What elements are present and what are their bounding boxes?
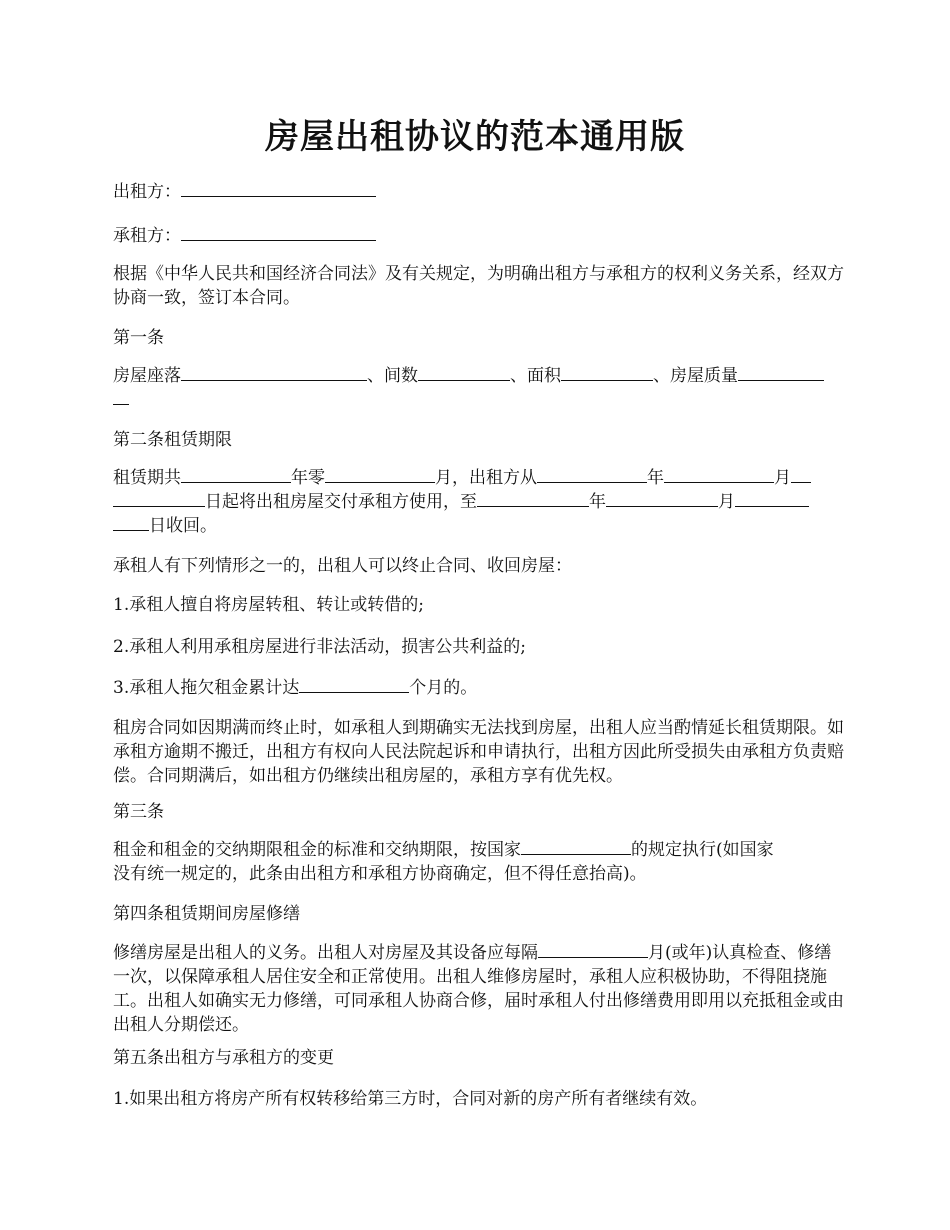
- lessee-line: [113, 224, 848, 248]
- term-text-5: 月: [774, 468, 791, 488]
- rent-standard-blank: [521, 838, 631, 855]
- term-years-blank: [181, 466, 291, 483]
- article1-quality-label: 、房屋质量: [653, 366, 738, 386]
- house-location-blank: [181, 364, 367, 381]
- arrears-months-blank: [299, 676, 409, 693]
- article1-paragraph: [113, 364, 848, 412]
- end-month-blank: [606, 490, 718, 507]
- quality-blank-2: [113, 388, 129, 405]
- term-text-9: 日收回。: [149, 516, 217, 536]
- item3-text-1: 3.承租人拖欠租金累计达: [113, 678, 300, 698]
- article1-area-label: 、面积: [510, 366, 561, 386]
- start-day-blank-1: [791, 466, 811, 483]
- article2-term-paragraph: [113, 466, 848, 538]
- quality-blank-1: [738, 364, 824, 381]
- article1-house-label: 房屋座落: [113, 366, 181, 386]
- article2-terminate-intro: 承租人有下列情形之一的，出租人可以终止合同、收回房屋：: [113, 556, 572, 576]
- rooms-blank: [418, 364, 510, 381]
- article5-item-1: 1.如果出租方将房产所有权转移给第三方时，合同对新的房产所有者继续有效。: [113, 1089, 708, 1109]
- article4-text-1: 修缮房屋是出租人的义务。出租人对房屋及其设备应每隔: [113, 943, 538, 963]
- article3-text-3: 没有统一规定的，此条由出租方和承租方协商确定，但不得任意抬高)。: [113, 864, 647, 884]
- area-blank: [561, 364, 653, 381]
- article3-text-2: 的规定执行(如国家: [631, 840, 774, 860]
- term-text-1: 租赁期共: [113, 468, 181, 488]
- article3-text-1: 租金和租金的交纳期限租金的标准和交纳期限，按国家: [113, 840, 521, 860]
- term-text-3: 月，出租方从: [435, 468, 537, 488]
- article2-item-1: 1.承租人擅自将房屋转租、转让或转借的;: [113, 595, 424, 615]
- term-text-4: 年: [647, 468, 664, 488]
- intro-paragraph: 根据《中华人民共和国经济合同法》及有关规定，为明确出租方与承租方的权利义务关系，经双方协商一致，签订本合同。: [113, 264, 844, 308]
- start-month-blank: [664, 466, 774, 483]
- article3-heading: 第三条: [113, 802, 164, 822]
- article2-heading: 第二条租赁期限: [113, 430, 232, 450]
- article4-heading: 第四条租赁期间房屋修缮: [113, 904, 300, 924]
- article3-paragraph: [113, 838, 848, 886]
- document-title: 房屋出租协议的范本通用版: [265, 117, 685, 157]
- end-year-blank: [477, 490, 589, 507]
- end-day-blank-2: [113, 514, 149, 531]
- term-text-2: 年零: [291, 468, 325, 488]
- item3-text-2: 个月的。: [409, 678, 478, 698]
- end-day-blank-1: [735, 490, 809, 507]
- article2-item-3: [113, 676, 848, 700]
- term-text-8: 月: [718, 492, 735, 512]
- article2-item-2: 2.承租人利用承租房屋进行非法活动，损害公共利益的;: [113, 637, 526, 657]
- start-day-blank-2: [113, 490, 205, 507]
- repair-interval-blank: [538, 941, 648, 958]
- lessee-blank: [181, 224, 376, 241]
- lessee-label: 承租方：: [113, 226, 181, 246]
- lessor-label: 出租方：: [113, 182, 181, 202]
- article4-text-2: 月(或年)认真检查、修缮一次，以保障承租人居住安全和正常使用。出租人维修房屋时，承租人应积极协助，不得阻挠施工。出租人如确实无力修缮，可同承租人协商合修，届时承租人付出修缮费用即用以充抵租金或由出租人分期偿还。: [113, 943, 844, 1035]
- term-text-6: 日起将出租房屋交付承租方使用，至: [205, 492, 477, 512]
- article2-expiry-paragraph: 租房合同如因期满而终止时，如承租人到期确实无法找到房屋，出租人应当酌情延长租赁期限。如承租方逾期不搬迁，出租方有权向人民法院起诉和申请执行，出租方因此所受损失由承租方负责赔偿。合同期满后，如出租方仍继续出租房屋的，承租方享有优先权。: [113, 718, 844, 786]
- lessor-line: [113, 180, 848, 204]
- article4-paragraph: [113, 941, 848, 1037]
- start-year-blank: [537, 466, 647, 483]
- lessor-blank: [181, 180, 376, 197]
- article1-heading: 第一条: [113, 328, 164, 348]
- term-text-7: 年: [589, 492, 606, 512]
- article5-heading: 第五条出租方与承租方的变更: [113, 1048, 334, 1068]
- article1-rooms-label: 、间数: [367, 366, 418, 386]
- term-months-blank: [325, 466, 435, 483]
